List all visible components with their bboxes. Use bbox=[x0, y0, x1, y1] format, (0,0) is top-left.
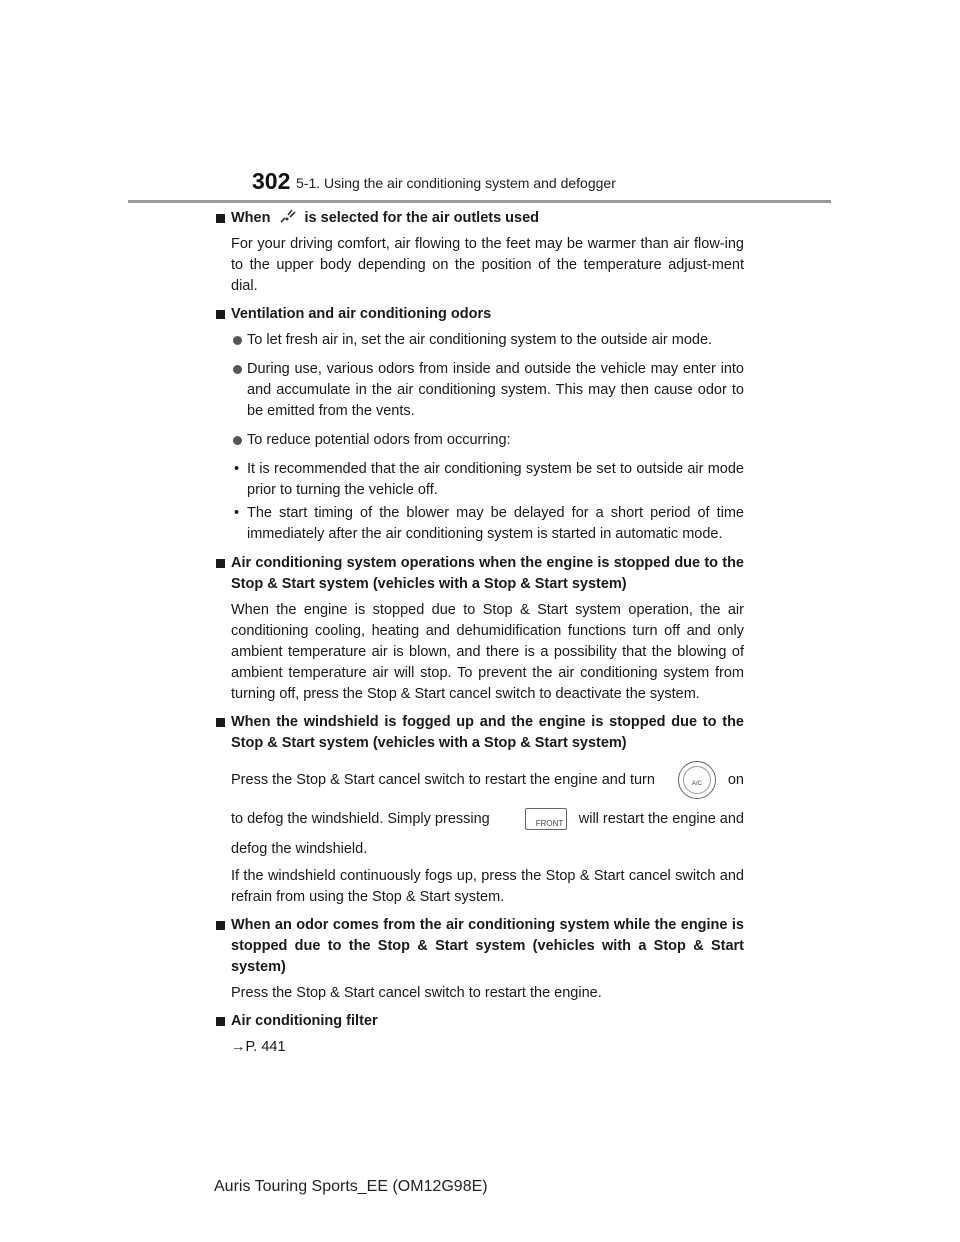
square-icon bbox=[216, 214, 225, 223]
page-reference[interactable]: →P. 441 bbox=[231, 1039, 286, 1055]
bullet-item: To let fresh air in, set the air conditioning system to the outside air mode. bbox=[214, 330, 744, 351]
chapter-title: 5-1. Using the air conditioning system and defogger bbox=[296, 175, 616, 191]
square-icon bbox=[216, 1017, 225, 1026]
circle-bullet-icon bbox=[233, 436, 242, 445]
section-heading: When an odor comes from the air conditioning system while the engine is stopped due to the Stop & Start system (vehicles with a Stop & Start system) bbox=[214, 915, 744, 978]
feet-windshield-airflow-icon bbox=[278, 208, 298, 224]
section-body: When the engine is stopped due to Stop & Start system operation, the air conditioning cooling, heating and dehumidification functions turn off and only ambient temperature air is blown, and there is a possibility that the blowing of ambient temperature air will stop. To prevent the air conditioning system from turning off, press the Stop & Start cancel switch to deactivate the system. bbox=[231, 602, 744, 702]
section-body: For your driving comfort, air flowing to the feet may be warmer than air flow-ing to the upper body depending on the position of the temperature adjust-ment dial. bbox=[231, 236, 744, 294]
section-heading: Ventilation and air conditioning odors bbox=[214, 304, 744, 325]
arrow-right-icon: → bbox=[231, 1039, 246, 1055]
footer-model-code: Auris Touring Sports_EE (OM12G98E) bbox=[214, 1178, 488, 1195]
section-body: Press the Stop & Start cancel switch to restart the engine. bbox=[231, 985, 602, 1001]
section-windshield-fogged bbox=[214, 712, 744, 908]
section-heading: Air conditioning system operations when the engine is stopped due to the Stop & Start system (vehicles with a Stop & Start system) bbox=[214, 553, 744, 595]
section-heading: When is selected for the air outlets used bbox=[214, 208, 744, 229]
front-defogger-button-icon: FRONT bbox=[525, 808, 567, 830]
section-stop-start-operations bbox=[214, 553, 744, 705]
square-icon bbox=[216, 310, 225, 319]
page-content bbox=[214, 208, 744, 1065]
sub-bullet-marker: • bbox=[234, 461, 240, 477]
section-odor-stop-start bbox=[214, 915, 744, 1004]
page-number: 302 bbox=[252, 168, 291, 194]
sub-bullet-item: • It is recommended that the air conditioning system be set to outside air mode prior to turning the vehicle off. bbox=[234, 461, 744, 498]
bullet-item: To reduce potential odors from occurring: bbox=[214, 430, 744, 451]
circle-bullet-icon bbox=[233, 336, 242, 345]
section-air-outlets bbox=[214, 208, 744, 297]
sub-bullet-marker: • bbox=[234, 505, 240, 521]
sub-bullet-item: • The start timing of the blower may be delayed for a short period of time immediately after the air conditioning system is started in automatic mode. bbox=[234, 505, 744, 542]
section-odors bbox=[214, 304, 744, 545]
section-body: defog the windshield. bbox=[231, 841, 368, 857]
square-icon bbox=[216, 921, 225, 930]
header-rule bbox=[128, 200, 831, 203]
section-air-filter bbox=[214, 1011, 744, 1058]
section-heading: Air conditioning filter bbox=[214, 1011, 744, 1032]
section-body: If the windshield continuously fogs up, press the Stop & Start cancel switch and refrain from using the Stop & Start system. bbox=[231, 868, 744, 905]
instruction-line: Press the Stop & Start cancel switch to restart the engine and turn A/C on bbox=[214, 759, 744, 801]
circle-bullet-icon bbox=[233, 365, 242, 374]
instruction-line: to defog the windshield. Simply pressing FRONT will restart the engine and bbox=[214, 801, 744, 837]
ac-button-icon: A/C bbox=[678, 761, 716, 799]
square-icon bbox=[216, 718, 225, 727]
bullet-item: During use, various odors from inside and outside the vehicle may enter into and accumulate in the air conditioning system. This may then cause odor to be emitted from the vents. bbox=[214, 359, 744, 422]
section-heading: When the windshield is fogged up and the engine is stopped due to the Stop & Start system (vehicles with a Stop & Start system) bbox=[214, 712, 744, 754]
square-icon bbox=[216, 559, 225, 568]
